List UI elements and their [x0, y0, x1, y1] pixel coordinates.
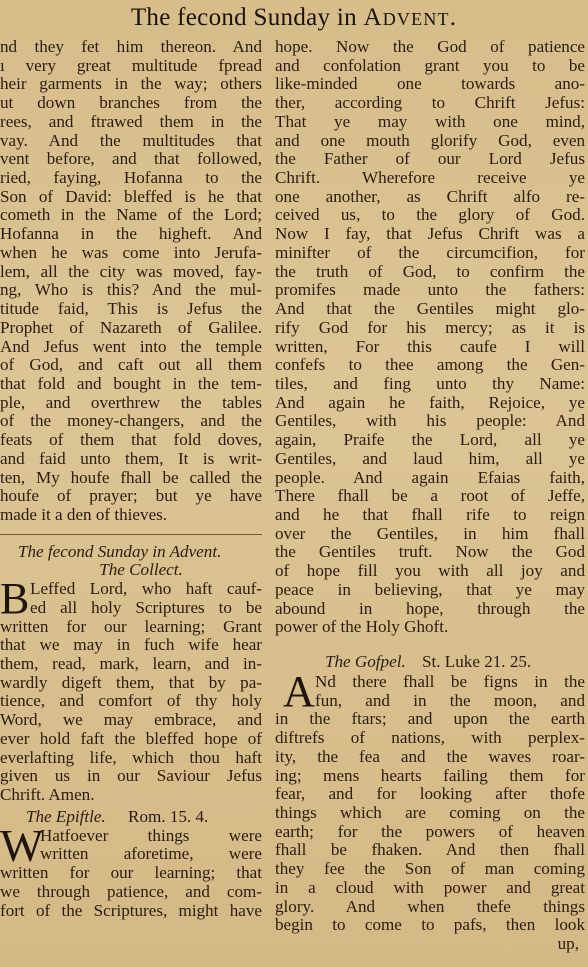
text-line: that fold and bought in the tem-	[0, 374, 262, 393]
gospel-line: ity, the fea and the waves roar-	[275, 747, 585, 766]
text-line: feats of them that fold doves,	[0, 431, 262, 450]
text-line: Chrift. Wherefore receive ye	[275, 169, 585, 188]
gospel-line: fun, and in the moon, and	[315, 691, 585, 710]
gospel-line: earth; for the powers of heaven	[275, 822, 585, 841]
gospel-continued-block	[0, 38, 262, 525]
text-line: rees, and ftrawed them in the	[0, 112, 262, 131]
collect-line: everlafting life, which thou haft	[0, 748, 262, 767]
text-line: heir garments in the way; others	[0, 75, 262, 94]
running-head	[0, 2, 588, 36]
text-line: There fhall be a root of Jeffe,	[275, 487, 585, 506]
text-line: ple, and overthrew the tables	[0, 393, 262, 412]
collect-title: The Collect.	[99, 561, 183, 580]
epistle-block	[0, 819, 262, 921]
spacer	[275, 637, 585, 651]
text-line: nd they fet him thereon. And	[0, 38, 262, 56]
text-line: ried, faying, Hofanna to the	[0, 169, 262, 188]
text-line: again, Praife the Lord, all ye	[275, 431, 585, 450]
text-line: titude faid, This is Jefus the	[0, 300, 262, 319]
gospel-line: begin to come to pafs, then look	[275, 916, 585, 935]
epistle-line: written for our learning; that	[0, 864, 262, 883]
gospel-reference: St. Luke 21. 25.	[422, 652, 532, 671]
section-divider	[0, 534, 262, 535]
text-line: And that the Gentiles might glo-	[275, 300, 585, 319]
text-line: abound in hope, through the	[275, 599, 585, 618]
text-line: cometh in the Name of the Lord;	[0, 206, 262, 225]
text-line: of hope fill you with all joy and	[275, 562, 585, 581]
text-line: and confolation grant you to be	[275, 56, 585, 75]
gospel-line: in the ftars; and upon the earth	[275, 710, 585, 729]
gospel-line: Nd there fhall be figns in the	[315, 673, 585, 691]
text-line: peace in believing, that ye may	[275, 580, 585, 599]
gospel-line: diftrefs of nations, with perplex-	[275, 729, 585, 748]
text-line: And Jefus went into the temple	[0, 337, 262, 356]
running-head-title: The fecond Sunday in	[130, 4, 364, 31]
text-line: ut down branches from the	[0, 94, 262, 113]
catchword: up,	[557, 935, 579, 954]
epistle-line: we through patience, and com-	[0, 882, 262, 901]
text-line: Now I fay, that Jefus Chrift was a	[275, 225, 585, 244]
text-line: people. And again Efaias faith,	[275, 468, 585, 487]
running-head-smallcaps: Advent.	[363, 4, 458, 31]
collect-line: that we may in fuch wife hear	[0, 636, 262, 655]
text-line: of God, and caft out all them	[0, 356, 262, 375]
epistle-line: Hatfoever things were	[40, 826, 262, 845]
collect-line: Word, we may embrace, and	[0, 711, 262, 730]
collect-line: written for our learning; Grant	[0, 617, 262, 636]
gospel-line: glory. And when thefe things	[275, 897, 585, 916]
epistle-line: written aforetime, were	[40, 845, 262, 864]
text-line: lem, all the city was moved, fay-	[0, 262, 262, 281]
gospel-line: things which are coming on the	[275, 804, 585, 823]
text-line: when he was come into Jerufa-	[0, 243, 262, 262]
epistle-dropcap: W	[0, 819, 44, 871]
text-line: ten, My houfe fhall be called the	[0, 468, 262, 487]
text-line: And again he faith, Rejoice, ye	[275, 393, 585, 412]
text-line: minifter of the circumcifion, for	[275, 243, 585, 262]
text-line: Hofanna in the higheft. And	[0, 225, 262, 244]
collect-line: given us in our Saviour Jefus	[0, 767, 262, 786]
text-line: ı very great multitude fpread	[0, 56, 262, 75]
gospel-line: fhall be fhaken. And then fhall	[275, 841, 585, 860]
text-line: Gentiles, with his people: And	[275, 412, 585, 431]
text-line: one another, as Chrift alfo re-	[275, 187, 585, 206]
right-column	[275, 38, 585, 954]
text-line: ther, according to Chrift Jefus:	[275, 94, 585, 113]
text-line: power of the Holy Ghoft.	[275, 618, 449, 637]
epistle-line: fort of the Scriptures, might have	[0, 901, 262, 920]
text-line: tiles, and fing unto thy Name:	[275, 374, 585, 393]
collect-line: wardly digeft them, that by pa-	[0, 673, 262, 692]
text-line: written, For this caufe I will	[275, 337, 585, 356]
collect-line: tience, and comfort of thy holy	[0, 692, 262, 711]
text-line: and he that fhall rife to reign	[275, 505, 585, 524]
text-line: That ye may with one mind,	[275, 112, 585, 131]
collect-line: ever hold faft the bleffed hope of	[0, 729, 262, 748]
gospel-heading	[275, 651, 585, 673]
text-line: Son of David: bleffed is he that	[0, 187, 262, 206]
text-line: ceived us, to the glory of God.	[275, 206, 585, 225]
text-line: promifes made unto the fathers:	[275, 281, 585, 300]
gospel-dropcap: A	[283, 667, 315, 716]
text-line: the Father of our Lord Jefus	[275, 150, 585, 169]
text-line: rify God for his mercy; as it is	[275, 318, 585, 337]
collect-line: them, read, mark, learn, and in-	[0, 655, 262, 673]
gospel-line: fear, and for looking after thofe	[275, 785, 585, 804]
text-line: hope. Now the God of patience	[275, 38, 585, 56]
left-column	[0, 38, 262, 920]
gospel-line: ing; mens hearts failing them for	[275, 766, 585, 785]
gospel-block	[275, 667, 585, 935]
text-line: over the Gentiles, in him fhall	[275, 524, 585, 543]
gospel-title: The Gofpel.	[325, 652, 406, 671]
text-line: Prophet of Nazareth of Galilee.	[0, 318, 262, 337]
epistle-continued-block	[275, 38, 585, 637]
text-line: like-minded one towards ano-	[275, 75, 585, 94]
gospel-line: in a cloud with power and great	[275, 878, 585, 897]
text-line: vay. And the multitudes that	[0, 131, 262, 150]
collect-block	[0, 574, 262, 805]
epistle-reference: Rom. 15. 4.	[128, 806, 209, 826]
gospel-line: they fee the Son of man coming	[275, 860, 585, 879]
text-line: confefs to thee among the Gen-	[275, 356, 585, 375]
epistle-title: The Epiftle.	[26, 806, 106, 826]
collect-line: ed all holy Scriptures to be	[30, 598, 262, 617]
text-line: of the money-changers, and the	[0, 412, 262, 431]
text-line: vent before, and that followed,	[0, 150, 262, 169]
text-line: Gentiles, and laud him, all ye	[275, 449, 585, 468]
section-title: The fecond Sunday in Advent.	[18, 542, 222, 561]
text-line: and faid unto them, It is writ-	[0, 449, 262, 468]
collect-line: Leffed Lord, who haft cauf-	[30, 580, 262, 599]
collect-dropcap: B	[0, 574, 30, 624]
text-line: houfe of prayer; but ye have	[0, 487, 262, 506]
text-line: the truth of God, to confirm the	[275, 262, 585, 281]
text-line: and one mouth glorify God, even	[275, 131, 585, 150]
text-line: made it a den of thieves.	[0, 505, 168, 524]
collect-line: Chrift. Amen.	[0, 786, 95, 805]
text-line: the Gentiles truft. Now the God	[275, 543, 585, 562]
text-line: ng, Who is this? And the mul-	[0, 281, 262, 300]
